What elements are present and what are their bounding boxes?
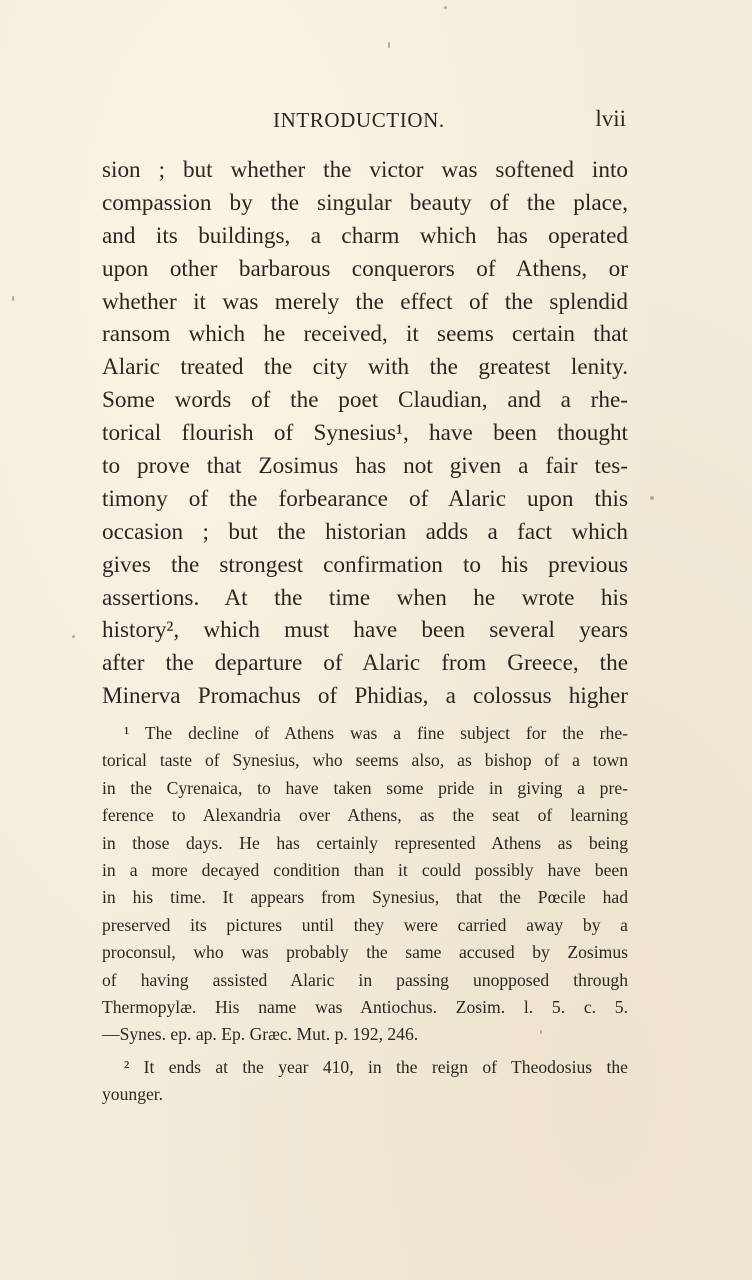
footnote-line: in those days. He has certainly represented Athens as being <box>102 832 628 853</box>
footnote-line: ² It ends at the year 410, in the reign of Theodosius the <box>124 1056 628 1077</box>
footnote-line: in a more decayed condition than it could possibly have been <box>102 859 628 880</box>
footnote-1 <box>102 720 628 1049</box>
footnote-line: proconsul, who was probably the same accused by Zosimus <box>102 942 628 963</box>
paper-speck <box>72 635 75 638</box>
paper-speck <box>388 42 390 48</box>
body-line: Alaric treated the city with the greatest lenity. <box>102 354 628 381</box>
body-line: upon other barbarous conquerors of Athens, or <box>102 255 628 282</box>
body-text <box>102 154 628 713</box>
footnote-line: younger. <box>102 1084 164 1105</box>
footnote-line: ¹ The decline of Athens was a fine subject for the rhe- <box>124 723 628 743</box>
paper-speck <box>12 296 14 301</box>
body-line: occasion ; but the historian adds a fact which <box>102 518 628 545</box>
footnote-line: Thermopylæ. His name was Antiochus. Zosim. l. 5. c. 5. <box>102 996 628 1017</box>
body-line: whether it was merely the effect of the splendid <box>102 288 628 315</box>
body-line: assertions. At the time when he wrote his <box>102 584 628 611</box>
body-line: after the departure of Alaric from Greece, the <box>102 650 628 677</box>
footnotes <box>102 720 628 1108</box>
footnote-line: of having assisted Alaric in passing unopposed through <box>102 969 628 990</box>
footnote-line: torical taste of Synesius, who seems also, as bishop of a town <box>102 750 628 771</box>
footnote-line: preserved its pictures until they were carried away by a <box>102 914 628 935</box>
body-line: ransom which he received, it seems certain that <box>102 321 628 348</box>
body-line: compassion by the singular beauty of the place, <box>102 189 628 216</box>
body-line: gives the strongest confirmation to his previous <box>102 551 628 578</box>
running-head <box>102 106 628 136</box>
body-line: timony of the forbearance of Alaric upon this <box>102 485 628 512</box>
body-line: sion ; but whether the victor was softened into <box>102 157 628 183</box>
footnote-line: in his time. It appears from Synesius, that the Pœcile had <box>102 887 628 908</box>
paper-speck <box>444 6 447 9</box>
body-line: Some words of the poet Claudian, and a rhe- <box>102 387 628 414</box>
footnote-2 <box>102 1054 628 1109</box>
paper-speck <box>650 496 654 500</box>
footnote-line: in the Cyrenaica, to have taken some pride in giving a pre- <box>102 777 628 798</box>
body-line: to prove that Zosimus has not given a fair tes- <box>102 453 628 480</box>
footnote-line: —Synes. ep. ap. Ep. Græc. Mut. p. 192, 246. <box>102 1024 419 1045</box>
body-line: and its buildings, a charm which has operated <box>102 222 628 249</box>
body-line: torical flourish of Synesius¹, have been thought <box>102 420 628 447</box>
paper-speck <box>540 1030 542 1034</box>
running-head-title: INTRODUCTION. <box>273 108 445 132</box>
page-number: lvii <box>595 106 626 131</box>
footnote-line: ference to Alexandria over Athens, as the seat of learning <box>102 805 628 826</box>
body-line: history², which must have been several years <box>102 617 628 644</box>
body-line: Minerva Promachus of Phidias, a colossus higher <box>102 683 628 710</box>
